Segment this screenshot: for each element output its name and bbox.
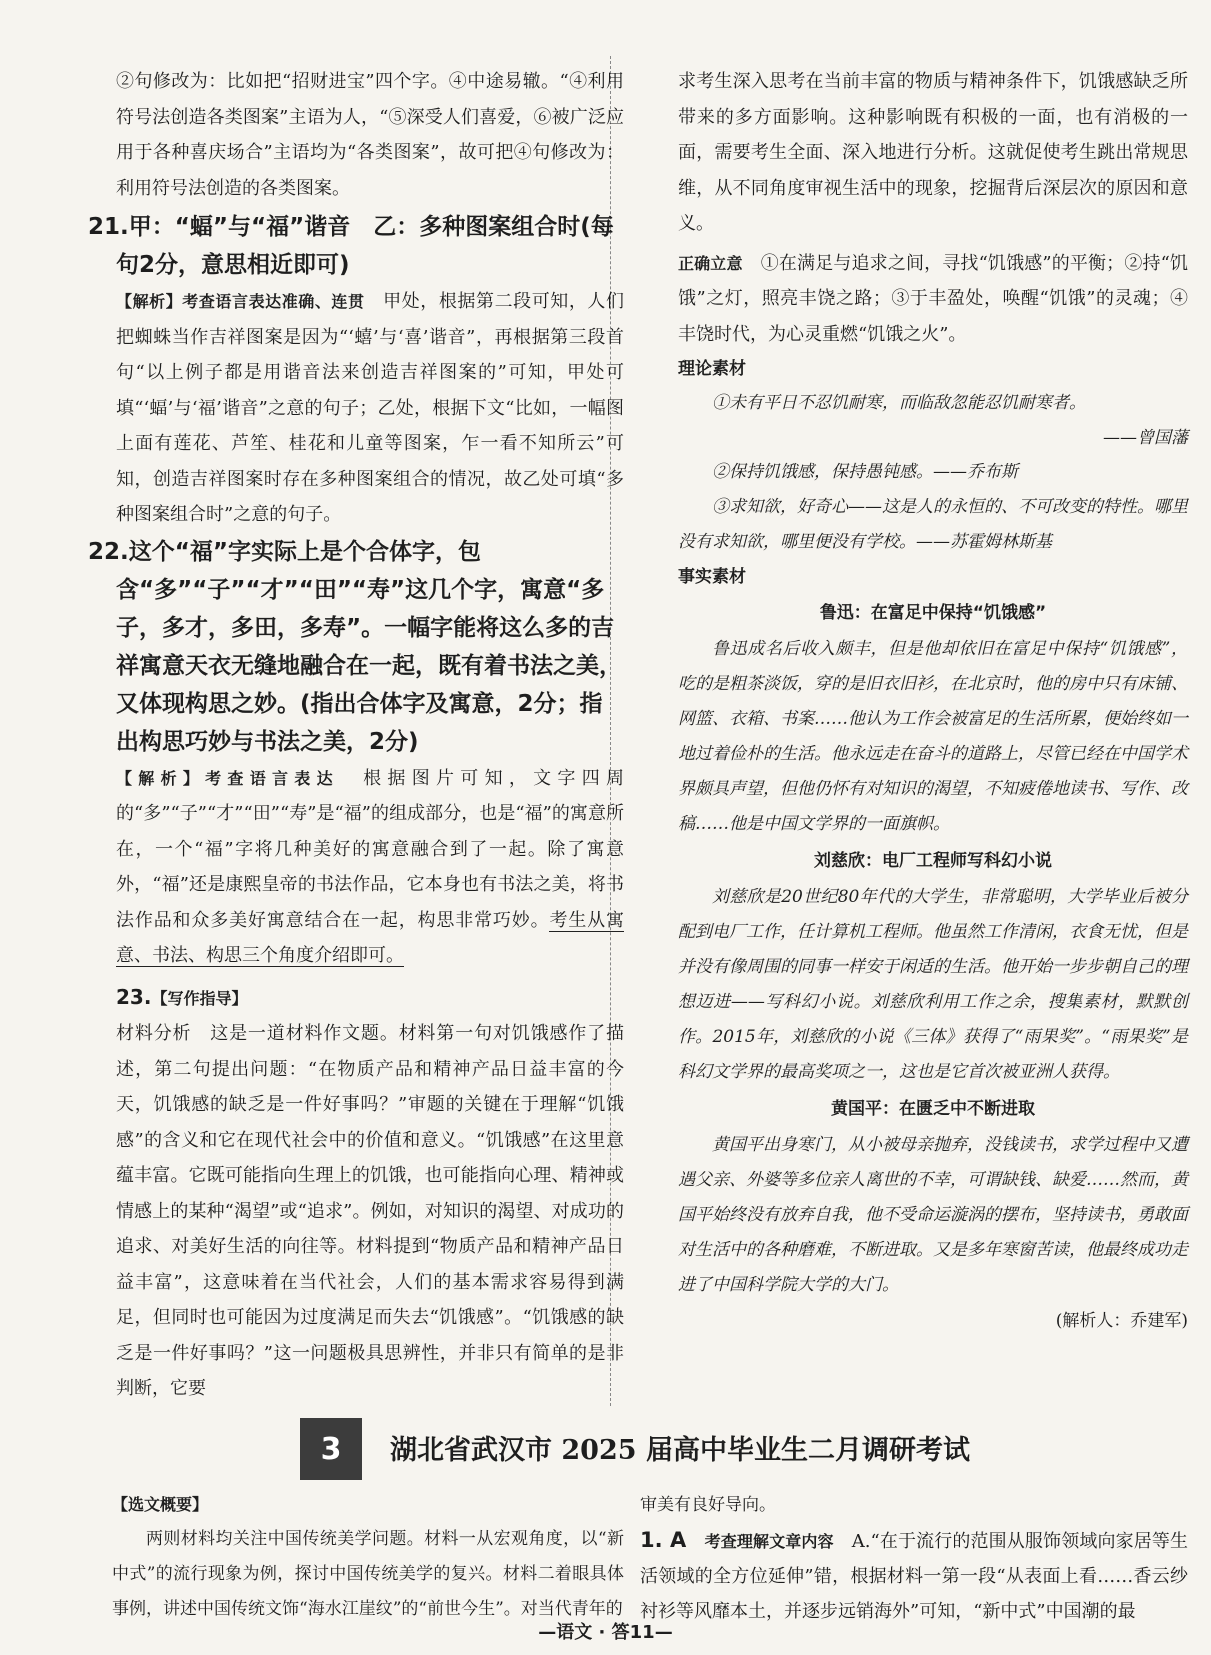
material-3-text: 黄国平出身寒门，从小被母亲抛弃，没钱读书，求学过程中又遭遇父亲、外婆等多位亲人离世的不幸，可谓缺钱、缺爱……然而，黄国平始终没有放弃自我，他不受命运漩涡的摆布，坚持读书，勇敢面对生活中的各种磨难，不断进取。又是多年寒窗苦读，他最终成功走进了中国科学院大学的大门。 <box>678 1135 1188 1295</box>
overview-continuation: 审美有良好导向。 <box>640 1495 776 1515</box>
quote-1: ①未有平日不忍饥耐寒，而临敌忽能忍饥耐寒者。 <box>712 393 1086 413</box>
q21-answer: 21.甲：“蝠”与“福”谐音 乙：多种图案组合时(每句2分，意思相近即可) <box>88 214 614 278</box>
left-column <box>88 64 625 1407</box>
material-2-text: 刘慈欣是20世纪80年代的大学生，非常聪明，大学毕业后被分配到电厂工作，任计算机工程师。他虽然工作清闲，衣食无忧，但是并没有像周围的同事一样安于闲适的生活。他开始一步步朝自己的理想迈进——写科幻小说。刘慈欣利用工作之余，搜集素材，默默创作。2015年，刘慈欣的小说《三体》获得了“雨果奖”。“雨果奖”是科幻文学界的最高奖项之一，这也是它首次被亚洲人获得。 <box>678 887 1188 1082</box>
q22-analysis: 【解析】考查语言表达 根据图片可知，文字四周的“多”“子”“才”“田”“寿”是“福”的组成部分，也是“福”的寓意所在，一个“福”字将几种美好的寓意融合到了一起。除了寓意外，“福”还是康熙皇帝的书法作品，它本身也有书法之美，将书法作品和众多美好寓意结合在一起，构思非常巧妙。考生从寓意、书法、构思三个角度介绍即可。 <box>116 767 625 966</box>
material-2-title: 刘慈欣：电厂工程师写科幻小说 <box>814 851 1052 871</box>
overview-label: 【选文概要】 <box>112 1495 209 1514</box>
page-footer: —语文 · 答11— <box>538 1622 673 1643</box>
overview-block <box>112 1488 624 1627</box>
quote-2: ②保持饥饿感，保持愚钝感。——乔布斯 <box>712 462 1018 482</box>
quote-1-source: ——曾国藩 <box>1103 428 1188 448</box>
q20-continuation: ②句修改为：比如把“招财进宝”四个字。④中途易辙。“④利用符号法创造各类图案”主语为人，“⑤深受人们喜爱，⑥被广泛应用于各种喜庆场合”主语均为“各类图案”，故可把④句修改为：利用符号法创造的各类图案。 <box>116 71 624 199</box>
q1-block <box>640 1488 1188 1629</box>
section-header <box>300 1418 1200 1480</box>
q23-writing-guide: 23.【写作指导】 <box>116 984 248 1009</box>
analysis-author: (解析人：乔建军) <box>1055 1311 1188 1331</box>
section-title: 湖北省武汉市 2025 届高中毕业生二月调研考试 <box>390 1435 970 1466</box>
q1-analysis: 1. A 考查理解文章内容 A.“在于流行的范围从服饰领域向家居等生活领域的全方位延伸”错，根据材料一第一段“从表面上看……香云纱衬衫等风靡本土，并逐步远销海外”可知，“新中式”中国潮的最 <box>640 1528 1189 1622</box>
q22-answer: 22.这个“福”字实际上是个合体字，包含“多”“子”“才”“田”“寿”这几个字，寓意“多子，多才，多田，多寿”。一幅字能将这么多的吉祥寓意天衣无缝地融合在一起，既有着书法之美，又体现构思之妙。(指出合体字及寓意，2分；指出构思巧妙与书法之美，2分) <box>88 538 622 755</box>
q21-analysis: 【解析】考查语言表达准确、连贯 甲处，根据第二段可知，人们把蜘蛛当作吉祥图案是因为“‘蟢’与‘喜’谐音”，再根据第三段首句“以上例子都是用谐音法来创造吉祥图案的”可知，甲处可填“‘蝠’与‘福’谐音”之意的句子；乙处，根据下文“比如，一幅图上面有莲花、芦笙、桂花和儿童等图案，乍一看不知所云”可知，创造吉祥图案时存在多种图案组合的情况，故乙处可填“多种图案组合时”之意的句子。 <box>116 291 624 525</box>
quote-3: ③求知欲，好奇心——这是人的永恒的、不可改变的特性。哪里没有求知欲，哪里便没有学校。——苏霍姆林斯基 <box>678 497 1188 552</box>
q23-material-analysis: 材料分析 这是一道材料作文题。材料第一句对饥饿感作了描述，第二句提出问题：“在物质产品和精神产品日益丰富的今天，饥饿感的缺乏是一件好事吗？”审题的关键在于理解“饥饿感”的含义和它在现代社会中的价值和意义。“饥饿感”在这里意蕴丰富。它既可能指向生理上的饥饿，也可能指向心理、精神或情感上的某种“渴望”或“追求”。例如，对知识的渴望、对成功的追求、对美好生活的向往等。材料提到“物质产品和精神产品日益丰富”，这意味着在当代社会，人们的基本需求容易得到满足，但同时也可能因为过度满足而失去“饥饿感”。“饥饿感的缺乏是一件好事吗？”这一问题极具思辨性，并非只有简单的是非判断，它要 <box>116 1023 624 1399</box>
section-number: 3 <box>300 1418 362 1480</box>
right-column <box>678 64 1188 1339</box>
material-3-title: 黄国平：在匮乏中不断进取 <box>831 1099 1035 1119</box>
overview-text: 两则材料均关注中国传统美学问题。材料一从宏观角度，以“新中式”的流行现象为例，探讨中国传统美学的复兴。材料二着眼具体事例，讲述中国传统文饰“海水江崖纹”的“前世今生”。对当代青年的 <box>112 1529 624 1619</box>
theory-material-heading: 理论素材 <box>678 359 746 379</box>
material-1-title: 鲁迅：在富足中保持“饥饿感” <box>819 603 1047 623</box>
correct-theme: 正确立意 ①在满足与追求之间，寻找“饥饿感”的平衡；②持“饥饿”之灯，照亮丰饶之路；③于丰盈处，唤醒“饥饿”的灵魂；④丰饶时代，为心灵重燃“饥饿之火”。 <box>678 252 1188 345</box>
fact-material-heading: 事实素材 <box>678 567 746 587</box>
q23-continuation: 求考生深入思考在当前丰富的物质与精神条件下，饥饿感缺乏所带来的多方面影响。这种影响既有积极的一面，也有消极的一面，需要考生全面、深入地进行分析。这就促使考生跳出常规思维，从不同角度审视生活中的现象，挖掘背后深层次的原因和意义。 <box>678 71 1188 234</box>
material-1-text: 鲁迅成名后收入颇丰，但是他却依旧在富足中保持“饥饿感”，吃的是粗茶淡饭，穿的是旧衣旧衫，在北京时，他的房中只有床铺、网篮、衣箱、书案……他认为工作会被富足的生活所累，便始终如一地过着俭朴的生活。他永远走在奋斗的道路上，尽管已经在中国学术界颇具声望，但他仍怀有对知识的渴望，不知疲倦地读书、写作、改稿……他是中国文学界的一面旗帜。 <box>678 639 1188 834</box>
